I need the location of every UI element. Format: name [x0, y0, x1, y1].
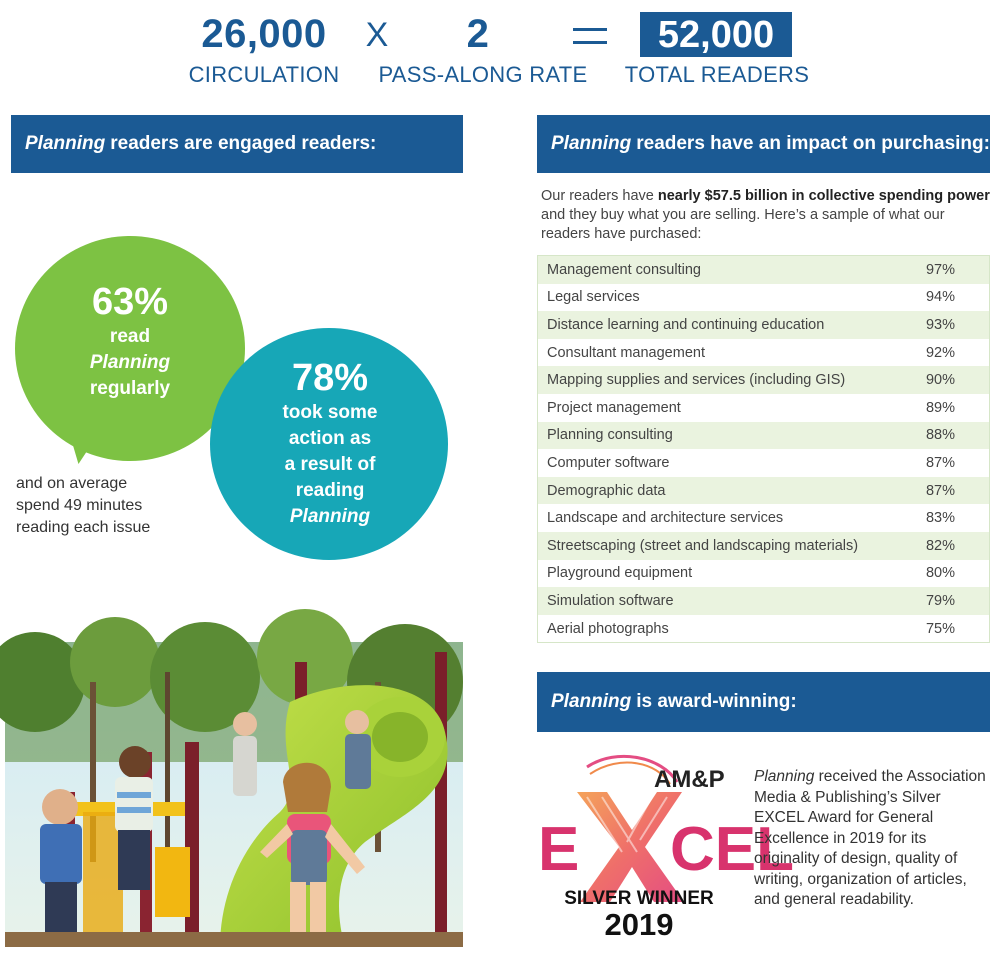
purchase-item-label: Distance learning and continuing education: [547, 316, 825, 333]
stat-63-line2: Planning: [89, 352, 171, 373]
purchase-item-percent: 83%: [925, 510, 955, 527]
circulation-label: CIRCULATION: [188, 62, 340, 87]
note-line2: spend 49 minutes: [16, 497, 143, 514]
award-publication-name: Planning: [754, 768, 815, 785]
header-publication-name: Planning: [551, 133, 632, 154]
table-row: [538, 284, 989, 312]
reading-time-note: [16, 473, 216, 539]
purchase-item-label: Demographic data: [547, 482, 666, 499]
header-text: readers have an impact on purchasing:: [636, 133, 990, 154]
logo-letter-e: E: [538, 815, 580, 884]
total-readers-label: TOTAL READERS: [624, 62, 810, 87]
purchase-item-label: Legal services: [547, 289, 640, 306]
purchase-item-label: Aerial photographs: [547, 620, 669, 637]
times-sign: X: [365, 16, 389, 54]
stat-78-text: [240, 356, 420, 530]
purchase-item-percent: 93%: [925, 316, 955, 333]
purchase-item-label: Planning consulting: [547, 427, 673, 444]
purchase-item-label: Project management: [547, 399, 681, 416]
spending-power-highlight: nearly $57.5 billion in collective spending power: [657, 188, 990, 204]
table-row: [538, 560, 989, 588]
purchase-item-percent: 75%: [925, 620, 955, 637]
purchase-item-label: Playground equipment: [547, 565, 693, 582]
engaged-readers-header: [11, 115, 463, 173]
table-row: [538, 422, 989, 450]
note-line3: reading each issue: [16, 519, 151, 536]
purchase-item-label: Streetscaping (street and landscaping materials): [547, 537, 859, 554]
header-text: readers are engaged readers:: [110, 133, 377, 154]
header-text: is award-winning:: [636, 691, 797, 712]
table-row: [538, 615, 989, 643]
stat-78-line2: action as: [288, 428, 372, 449]
header-publication-name: Planning: [551, 691, 632, 712]
purchase-item-percent: 88%: [925, 427, 955, 444]
purchase-item-percent: 90%: [925, 372, 955, 389]
stat-78-line3: a result of: [284, 454, 376, 475]
purchase-item-percent: 87%: [925, 454, 955, 471]
table-row: [538, 477, 989, 505]
purchase-item-percent: 89%: [925, 399, 955, 416]
table-row: [538, 532, 989, 560]
logo-rank: SILVER WINNER: [564, 888, 714, 909]
table-row: [538, 366, 989, 394]
purchase-item-percent: 80%: [925, 565, 955, 582]
logo-letters-cel: CEL: [670, 815, 794, 884]
table-row: [538, 311, 989, 339]
purchase-item-percent: 79%: [925, 592, 955, 609]
award-description: Planning received the Association Media & Publishing’s Silver EXCEL Award for General Excellence in 2019 for its originality of design, quality of writing, organization of articles, and general readability.: [754, 768, 986, 908]
note-line1: and on average: [16, 475, 128, 492]
purchase-item-percent: 97%: [925, 261, 955, 278]
purchase-item-percent: 92%: [925, 344, 955, 361]
purchase-item-label: Consultant management: [547, 344, 705, 361]
playground-photo: [5, 642, 463, 947]
stat-78-percent: 78%: [291, 357, 369, 399]
logo-year: 2019: [604, 907, 674, 942]
total-readers-box: 52,000: [640, 12, 792, 57]
stat-63-text: [40, 280, 220, 402]
purchase-item-label: Mapping supplies and services (including GIS): [547, 372, 846, 389]
purchase-item-label: Simulation software: [547, 592, 674, 609]
table-row: [538, 449, 989, 477]
award-header: [537, 672, 990, 732]
stat-63-line1: read: [109, 326, 151, 347]
stat-78-line4: reading: [295, 480, 365, 501]
table-row: [538, 504, 989, 532]
purchasing-header: [537, 115, 990, 173]
purchase-item-label: Landscape and architecture services: [547, 510, 784, 527]
purchase-item-percent: 94%: [925, 289, 955, 306]
purchase-item-label: Computer software: [547, 454, 670, 471]
stat-63-line3: regularly: [89, 378, 171, 399]
pass-along-label: PASS-ALONG RATE: [378, 62, 588, 87]
table-row: [538, 339, 989, 367]
logo-org: AM&P: [654, 766, 725, 793]
purchase-item-percent: 82%: [925, 537, 955, 554]
purchases-table: [537, 255, 990, 643]
purchasing-intro: Our readers have nearly $57.5 billion in collective spending power and they buy what you are selling. Here’s a sample of what our readers have purchased:: [541, 188, 990, 242]
stat-78-line1: took some: [282, 402, 378, 423]
table-row: [538, 394, 989, 422]
purchase-item-label: Management consulting: [547, 261, 701, 278]
circulation-value: 26,000: [201, 12, 327, 56]
table-row: [538, 587, 989, 615]
purchase-item-percent: 87%: [925, 482, 955, 499]
stat-78-line5: Planning: [289, 506, 371, 527]
table-row: [538, 256, 989, 284]
header-publication-name: Planning: [25, 133, 106, 154]
pass-along-value: 2: [466, 12, 490, 56]
stat-63-percent: 63%: [91, 281, 169, 323]
